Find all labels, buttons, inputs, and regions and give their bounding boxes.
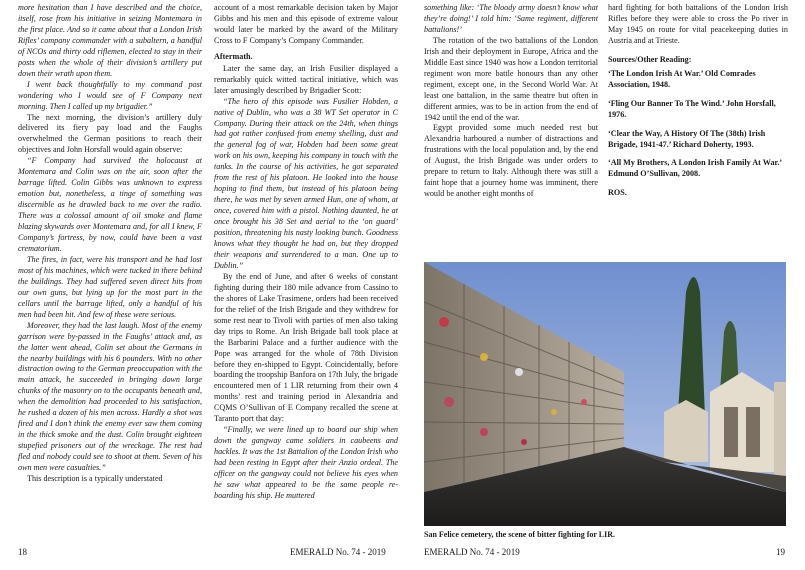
- source-entry: ROS.: [608, 188, 627, 198]
- right-running-footer: EMERALD No. 74 - 2019: [424, 547, 520, 557]
- paragraph: hard fighting for both battalions of the London Irish Rifles before they were able to cross the Po river in May 1945 on route for vital peacekeeping duties in Austria and at Trieste.: [608, 3, 788, 45]
- section-heading: Aftermath.: [214, 51, 253, 61]
- left-running-footer: EMERALD No. 74 - 2019: [290, 547, 386, 557]
- quote-paragraph: The fires, in fact, were his transport and he had lost most of his machines, which were tucked in there behind the buildings. They had suffered seven direct hits from our own guns, but lying up for the most part in the cellars until the barrage lifted, only a handful of his men had been hit. And few of these were serious.: [18, 254, 202, 319]
- quote-paragraph: something like: ‘The bloody army doesn’t know what they’re doing!’ I told him: ‘Same regiment, different battalions!’: [424, 3, 598, 34]
- source-entry: ‘All My Brothers, A London Irish Family At War.’ Edmund O’Sullivan, 2008.: [608, 158, 782, 179]
- cemetery-illustration: [424, 262, 786, 526]
- right-page-number: 19: [776, 547, 785, 557]
- paragraph: The rotation of the two battalions of the London Irish and their deployment in Europe, Africa and the Middle East since 1940 was how a London territorial regiment won more battle honours than any other regiment, except one, in the Second World War. At least one battalion, in the same theatre but often in different armies, was to be in action from the end of 1942 until the end of the war.: [424, 35, 598, 122]
- left-column-1: [18, 3, 202, 545]
- right-column-1: [424, 3, 598, 263]
- paragraph: Egypt provided some much needed rest but Alexandria harboured a number of distractions and frustrations with the local population and, by the end of August, the Irish Brigade was under orders to prepare to return to Italy. Although there was still a faint hope that a journey home was imminent, there would be another eight months of: [424, 123, 598, 199]
- quote-paragraph: “The hero of this episode was Fusilier Hobden, a native of Dublin, who was a 38 WT Set operator in C Company. During their attack on the 24th, when things had got rather confused from enemy shelling, dust and the general fog of war, Hobden had been some great work on his own, keeping his company in touch with the tanks. In the course of his activities, he got separated from the rest of his platoon. He looked into the house hoping to find them, but instead of his platoon being there, he was met by seven armed Hun, one of whom, at once, covered him with a pistol. Nothing daunted, he at once brought his 38 Set and aerial to the ‘on guard’ position, threatening his nasty looking bunch. Goodness knows what they thought he had on, but they dropped their weapons and surrendered to a man. One up to Dublin.”: [214, 96, 398, 270]
- sources-heading: Sources/Other Reading:: [608, 54, 692, 64]
- photo-caption: San Felice cemetery, the scene of bitter fighting for LIR.: [424, 530, 615, 539]
- right-column-2: [608, 3, 788, 263]
- paragraph: The next morning, the division’s artillery duly delivered its fiery pay load and the Faughs overwhelmed the German positions to reach their objectives and John Horsfall would again observe:: [18, 112, 202, 155]
- paragraph: more hesitation than I have described and the choice, itself, rose from his initiative in seizing Montemara in the first place. And so it came about that a London Irish Rifles’ company commander with a subaltern, a handful of NCOs and thirty odd riflemen, elected to stay in their posts when the whole of their division’s artillery put down their wrath upon them.: [18, 3, 202, 78]
- paragraph: This description is a typically understated: [27, 473, 163, 483]
- cemetery-photo: [424, 262, 786, 526]
- left-column-2: [214, 3, 398, 545]
- paragraph: Later the same day, an Irish Fusilier displayed a remarkably quick witted tactical initiative, which was later amusingly described by Brigadier Scott:: [214, 63, 398, 95]
- paragraph: account of a most remarkable decision taken by Major Gibbs and his men and this episode of extreme valour would later be marked by the award of the Military Cross to F Company’s Company Commander.: [214, 3, 398, 45]
- source-entry: ‘Fling Our Banner To The Wind.’ John Horsfall, 1976.: [608, 98, 776, 119]
- quote-paragraph: “Finally, we were lined up to board our ship when down the gangway came soldiers in caubeens and hackles. It was the 1st Battalion of the London Irish who had been resting in Egypt after their Anzio ordeal. The officer on the gangway could not believe his eyes when he saw what appeared to be the same people re-boarding his ship. He muttered: [214, 425, 398, 500]
- paragraph: By the end of June, and after 6 weeks of constant fighting during their 180 mile advance from Cassino to the shores of Lake Trasimene, orders had been received for the relief of the Irish Brigade and they withdrew for some rest near to Tivoli with parties of men also taking day trips to Rome. An Irish Brigade ball took place at the Barbarini Palace and a further audience with the Pope was arranged for the whole of 78th Division before they en-shipped to Egypt. Coincidentally, before boarding the troopship Banfora on 17th July, the brigade encountered men of 1 LIR returning from their own 4 months’ rest and training period in Alexandria and CQMS O’Sullivan of E Company recalled the scene at Taranto port that day:: [214, 271, 398, 424]
- quote-paragraph: “F Company had survived the holocaust at Montemara and Colin was on the air, soon after the barrage lifted. Colin Gibbs was unknown to express emotion but, nonetheless, a tinge of something was discernible as he drawled back to me over the radio. There was a colossal amount of oil smoke and flame blazing skywards over Montemara and, for all I knew, F Company’s fortress, by now, could have been a vast crematorium.: [18, 156, 202, 253]
- paragraph: I went back thoughtfully to my command post wondering who I would see of F Company next morning. Then I called up my brigadier.”: [18, 79, 202, 111]
- left-page-number: 18: [18, 547, 27, 557]
- quote-paragraph: Moreover, they had the last laugh. Most of the enemy garrison were by-passed in the Faughs’ attack and, as the latter went ahead, Colin set about the Germans in the nearby buildings with his 6 pounders. With no other distraction owing to the German preoccupation with the main attack, he succeeded in bringing down large chunks of the masonry on to the occupants beneath and, when the demolition had proceeded to his satisfaction, he rushed a dozen of his men across. Hardly a shot was fired and I don’t think the enemy ever saw them coming in the thick smoke and the dust. Colin brought eighteen stupefied prisoners out of the wreckage. The rest had fled and nobody could see to shoot at them. Seven of his own men were casualties.”: [18, 320, 202, 473]
- source-entry: ‘The London Irish At War.’ Old Comrades Association, 1948.: [608, 68, 756, 89]
- source-entry: ‘Clear the Way, A History Of The (38th) Irish Brigade, 1941-47.’ Richard Doherty, 1993.: [608, 128, 766, 149]
